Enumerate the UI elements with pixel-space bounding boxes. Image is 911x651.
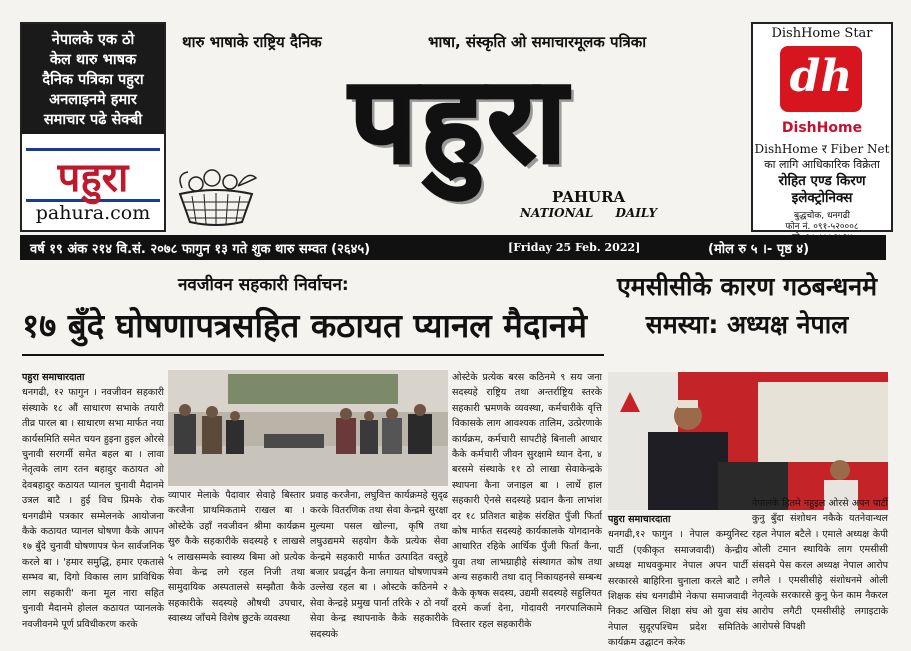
main-story-column: व्यापार मेलाके पैदावार सेवाहे बिस्तार करजैना प्राथमिकतामे राखल बा । ओस्टेके उहाँ नवजीवन श्रीमा कार्यक्रम सुरु कैके सहकारीके सदस्यहे १ लाखसे ५ लाखसम्मके स्वास्थ्य बिमा ओ प्रत्येक सेवा केन्द्र लगे रहल निजी तथा सामुदायिक अस्पतालसे सम्झौता कैके सहकारीके सदस्यहे औषधी उपचार, स्वास्थ्य जाँचमे विशेष छुटके व्यवस्था bbox=[168, 490, 305, 625]
main-story-column: ओस्टेके प्रत्येक बरस कठिनमे ९ सय जना सदस्यहे राष्ट्रिय तथा अन्तर्राष्ट्रिय स्तरके सहकारी भ्रमणके व्यवस्था, कर्मचारीके वृत्ति विकासके लाग आवश्यक तालिम, उत्प्रेरणाके कार्यक्रम, कर्मचारी सापटीहे बिनाली आधार कैके कर्मचारी जीवन सुरक्षामे ध्यान देना, ४ बरसमे संस्थाके ११ ठो लाखा सेवाकेन्द्रके स्थापना कैना जनाइल बा । लार्धे हाल सहकारी ऐनसे सदस्यहे प्रदान कैना लाभांश दर १८ प्रतिशत बाहेक संरक्षित पुँजी फिर्ता कोष मार्फत सदस्यहे कार्यकालके योगदानके आधारित रहिके आर्थिक पुँजी फिर्ता कैना, युवा तथा लाभग्राहीहे संस्थागत कोष तथा अन्य सहकारी तथा दातृ निकायहनसे सम्बन्ध कैके कृषक सदस्य, उद्यमी सदस्यहे सहुलियत दरमे कर्जा देना, गोदावरी नगरपालिकामे विस्तार रहल सहकारीके bbox=[452, 372, 602, 630]
ad-shop-line: इलेक्ट्रोनिक्स bbox=[791, 190, 853, 206]
website-link[interactable]: pahura.com bbox=[35, 202, 151, 224]
column-text: धनगढी, १२ फागुन । नवजीवन सहकारी संस्थाके १८ औं साधारण सभाके तयारी तीव्र पारल बा । साधारण सभा मार्फत नया कार्यसमिति समेत चयन हुइना हुइल ओरसे चुनावी सरगर्मी समेत बहल बा । लावा नेतृत्वके लाग रतन बहादुर कठायत ओ देवबहादुर कठायत प्यानल चुनावी मैदानमे उत्रल बाटै । हुई विच प्रिमके रोक धनगढीमे पत्रकार सम्मेलनके आयोजना कैके कठायत प्यानल घोषणा कैके आपन १७ बुँदे चुनावी घोषणापत्र फेन सार्वजनिक करले बा । 'हमार समुद्धि, हमार एकतासे सम्भव बा, दिगो विकास लाग प्राविधिक लाग सहकारी' कना मूल नारा सहित चुनावी मैदानमे होलल कठायत प्यानलके नवजीवनमे पूर्ण प्रविधीकरण करके bbox=[22, 387, 164, 630]
english-date: [Friday 25 Feb. 2022] bbox=[508, 241, 641, 254]
promo-line: नेपालके एक ठो bbox=[51, 32, 135, 48]
side-story-column: नेपालके हितमे नहुइल ओरसे अपन पार्टी कुनु बुँदा संशोधन नकैके यतनेवान्थल रहल नेपाल बटैले । एमाले अध्यक्ष केपी ओली टमान स्थायिके लाग एमसीसी संसदमे पेस करल अध्यक्ष नेपाल आरोप लगैले । एमसीसीहे संशोधनमे ओली नेतृत्वके सरकारसे कुनु फेन काम नैकरल आरोप लगैटी एमसीसीहे लगाइटाके आरोपसे विपक्षी bbox=[752, 498, 888, 633]
dishhome-logo-icon: dh bbox=[780, 46, 862, 112]
main-story-kicker: नवजीवन सहकारी निर्वाचन: bbox=[178, 275, 349, 295]
ad-fiber: DishHome र Fiber Net bbox=[754, 142, 890, 156]
issue-info-bar bbox=[20, 235, 886, 260]
main-story-headline[interactable]: १७ बुँदे घोषणापत्रसहित कठायत प्यानल मैदानमे bbox=[22, 306, 587, 345]
side-story-headline[interactable]: एमसीसीके कारण गठबन्धनमे समस्या: अध्यक्ष नेपाल bbox=[616, 272, 878, 339]
ad-phone: फोन नं. ०९१-५२०००८ bbox=[785, 222, 859, 232]
dishhome-advertisement[interactable] bbox=[751, 22, 893, 232]
issue-details: वर्ष १९ अंक २१४ वि.सं. २०७८ फागुन १३ गते शुक थारु सम्वत (२६४५) bbox=[30, 242, 371, 257]
english-subtitle: NATIONAL DAILY bbox=[520, 206, 658, 220]
promo-text bbox=[22, 24, 164, 134]
masthead-tagline-left: थारु भाषाके राष्ट्रिय दैनिक bbox=[182, 33, 322, 51]
dateline: पहुरा समाचारदाता bbox=[608, 514, 671, 525]
main-story-column bbox=[22, 370, 164, 630]
ad-brand: DishHome bbox=[781, 120, 863, 136]
pahura-online-promo bbox=[20, 22, 166, 232]
ad-dealer: का लागि आधिकारिक विक्रेता bbox=[764, 158, 880, 171]
pahura-small-logo: पहुरा bbox=[26, 148, 160, 202]
column-text: धनगढी,१२ फागुन । नेपाल कम्युनिस्ट पार्टी (एकीकृत समाजवादी) केन्द्रीय अध्यक्ष माधवकुमार नेपाल अपन पार्टी सरकारसे बाहिरिना चुनाला करले बाटै । शिक्षक संघ धनगढीमे नेकपा समाजवादी निकट अखिल शिक्षा संघ ओ युवा संघ नेपाल सुदूरपश्चिम प्रदेश समितिके कार्यक्रम उद्घाटन करेक bbox=[608, 529, 748, 649]
english-name: PAHURA bbox=[552, 188, 626, 206]
speaker-photo bbox=[608, 372, 888, 510]
promo-line: समाचार पढे सेक्बी bbox=[43, 112, 143, 128]
masthead-tagline-right: भाषा, संस्कृति ओ समाचारमूलक पत्रिका bbox=[428, 33, 647, 51]
newspaper-title: पहुरा bbox=[349, 50, 571, 189]
promo-line: केल थारु भाषक bbox=[49, 52, 137, 68]
fruit-basket-icon bbox=[172, 164, 260, 230]
ad-shop-name bbox=[753, 173, 891, 207]
dateline: पहुरा समाचारदाता bbox=[22, 372, 85, 383]
press-meet-photo bbox=[168, 370, 448, 486]
ad-star-text: DishHome Star bbox=[771, 26, 873, 41]
side-story-column bbox=[608, 512, 748, 649]
promo-line: दैनिक पत्रिका पहुरा bbox=[42, 72, 144, 88]
main-story-column: प्रवाह करजैना, लघुवित्त कार्यक्रमहे सुदृढ करके वितरणिक तथा सेवा केन्द्रमे सुरक्षा मुल्यमा पसल खोल्ना, कृषि तथा लघुउद्यममे सहयोग कैके प्रत्येक सेवा केन्द्रमे सहकारी मार्फत उत्पादित वस्तुहे बजार प्रवर्द्धन कैना लगायत घोषणापत्रमे उल्लेख रहल बा । ओस्टके कठिनमे २ सेवा केन्द्रहे प्रमुख पार्ना तरिके २ ठो नयाँ सेवा केन्द्र स्थापनाके कैके सहकारीके सदस्यके bbox=[310, 490, 448, 640]
ad-shop-line: रोहित एण्ड किरण bbox=[778, 173, 866, 189]
price-page: (मोल रु ५ ।- पृष्ठ ४) bbox=[708, 242, 810, 257]
ad-address: बुद्धचोक, धनगढी bbox=[793, 211, 850, 221]
divider bbox=[22, 354, 604, 356]
promo-line: अनलाइनमे हमार bbox=[49, 92, 137, 108]
